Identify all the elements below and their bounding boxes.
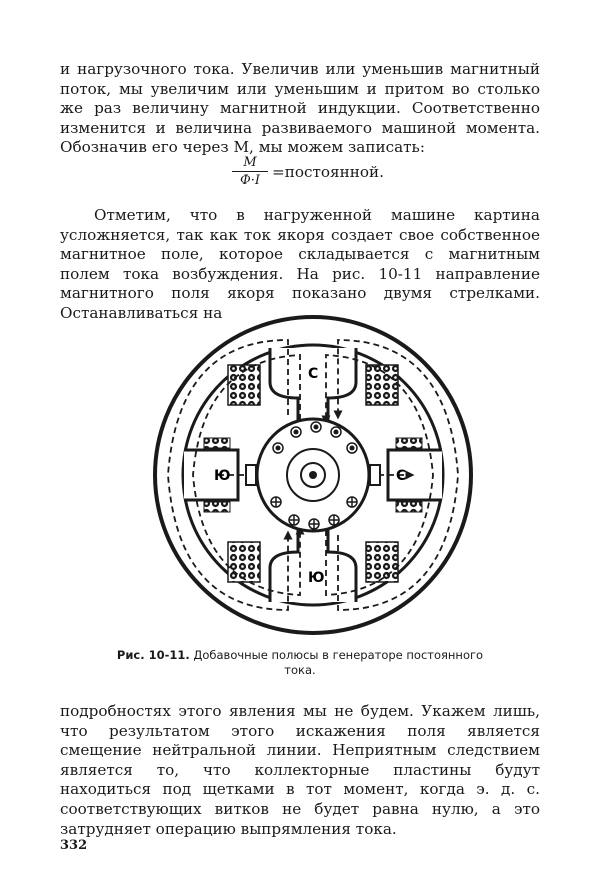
- brush-left: [246, 465, 256, 485]
- caption-text: Добавочные полюсы в генераторе постоянного тока.: [193, 648, 484, 677]
- fraction-bar: [232, 171, 268, 172]
- page-number: 332: [60, 838, 88, 853]
- pole-label-top: С: [308, 366, 319, 382]
- main-pole-bottom: [270, 522, 356, 602]
- paragraph-3: подробностях этого явления мы не будем. Укажем лишь, что результатом этого искажения поля является смещение нейтральной линии. Неприятным следствием является то, что коллекторные пластины будут находиться под щетками в тот момент, когда э. д. с. соответствующих витков не будет равна нулю, а это затрудняет операцию выпрямления тока.: [60, 702, 540, 838]
- formula-numerator: M: [243, 155, 257, 170]
- coil-right-bottom: [396, 502, 422, 512]
- coil-left-top: [204, 438, 230, 448]
- coil-left-bottom: [204, 502, 230, 512]
- formula-denominator: Ф·I: [239, 173, 261, 188]
- paragraph-2: Отметим, что в нагруженной машине картина усложняется, так как ток якоря создает свое собственное магнитное поле, которое складывается с магнитным полем тока возбуждения. На рис. 10-11 направление магнитного поля якоря показано двумя стрелками. Останавливаться на: [60, 206, 540, 322]
- formula-rhs: =постоянной.: [272, 163, 384, 181]
- generator-diagram: [148, 310, 478, 640]
- paragraph-1: и нагрузочного тока. Увеличив или уменьшив магнитный поток, мы увеличим или уменьшим и притом во столько же раз величину магнитной индукции. Соответственно изменится и величина развиваемого машиной момента. Обозначив его через M, мы можем записать:: [60, 60, 540, 157]
- brush-right: [370, 465, 380, 485]
- main-pole-top: [270, 348, 356, 428]
- coil-bottom-left: [228, 542, 260, 582]
- caption-label: Рис. 10-11.: [116, 648, 190, 662]
- pole-label-bottom: Ю: [308, 570, 325, 586]
- formula-fraction: [232, 155, 268, 188]
- figure-caption: [100, 648, 500, 678]
- formula: [0, 155, 600, 195]
- pole-label-left: Ю: [214, 468, 231, 484]
- coil-right-top: [396, 438, 422, 448]
- coil-bottom-right: [366, 542, 398, 582]
- shaft-center: [309, 471, 317, 479]
- pole-label-right: С: [396, 468, 407, 484]
